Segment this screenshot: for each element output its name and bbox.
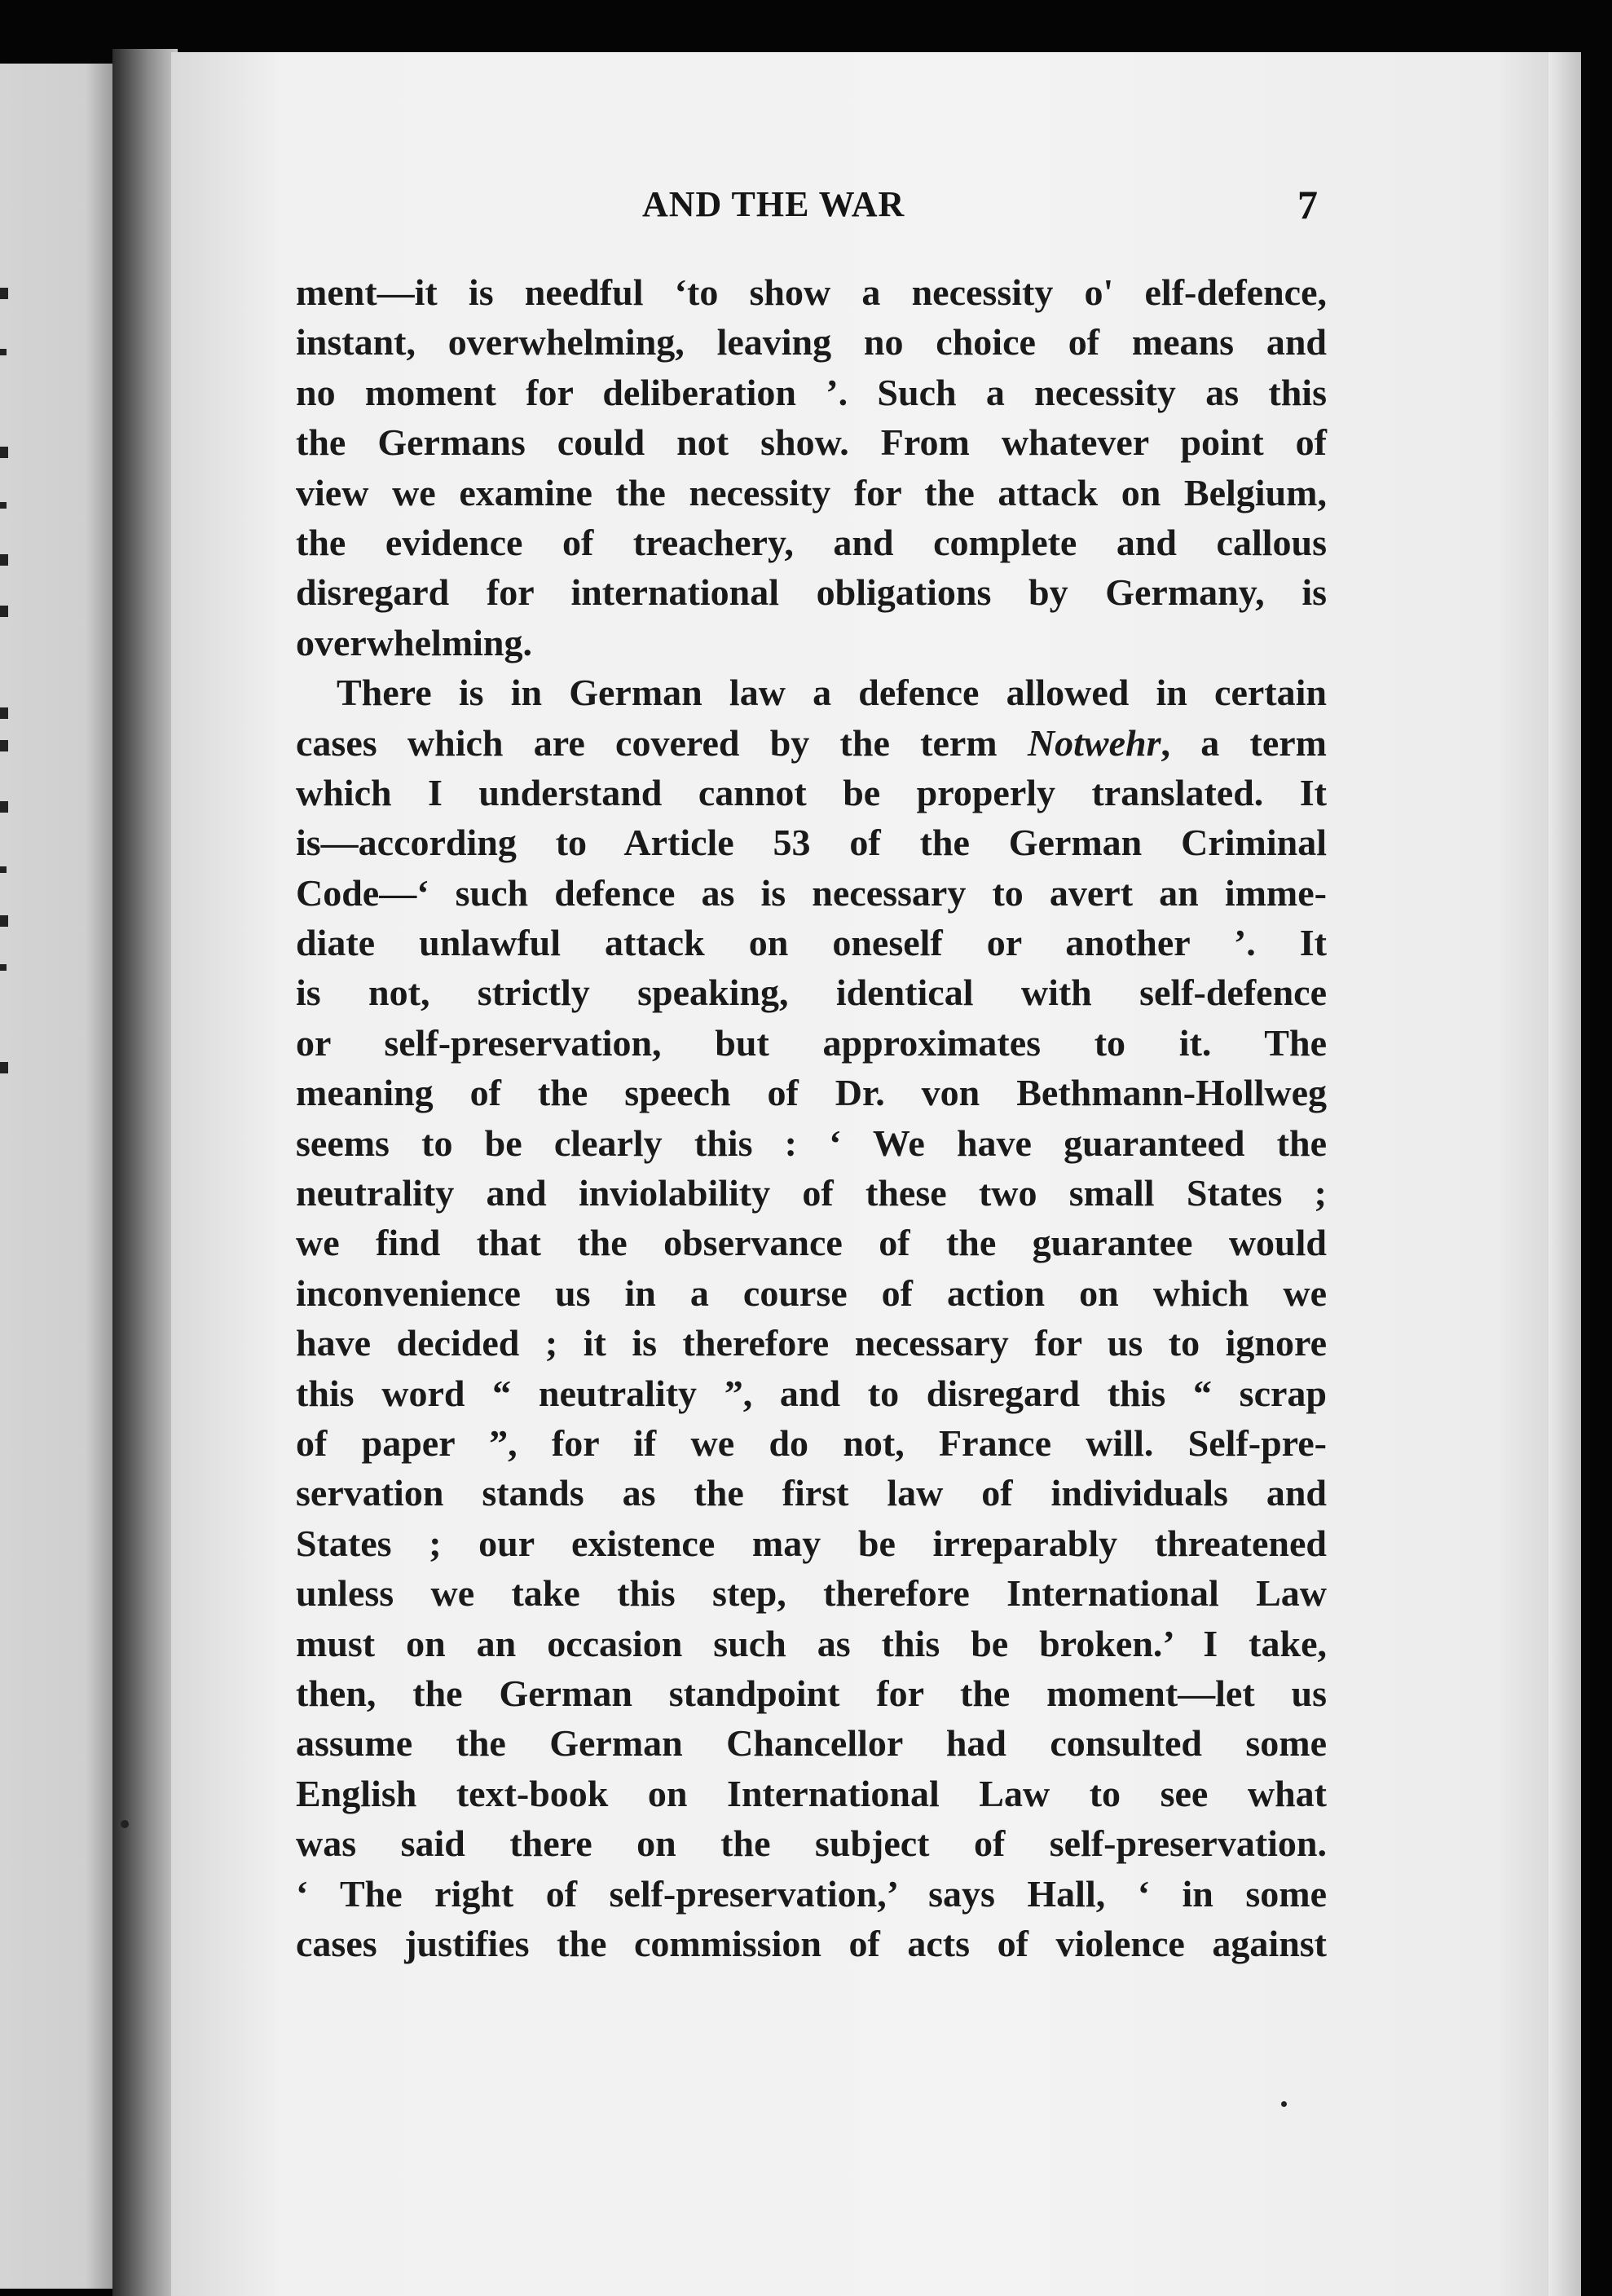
text-line: have decided ; it is therefore necessary for us to ignore: [296, 1322, 1327, 1364]
text-line: then, the German standpoint for the moment—let us: [296, 1672, 1327, 1714]
text-line: this word “ neutrality ”, and to disregard this “ scrap: [296, 1372, 1327, 1414]
text-line: must on an occasion such as this be broken.’ I take,: [296, 1622, 1327, 1664]
text-line: inconvenience us in a course of action on which we: [296, 1271, 1327, 1314]
text-line: meaning of the speech of Dr. von Bethmann-Hollweg: [296, 1072, 1327, 1114]
body-text: [296, 267, 1327, 1968]
text-line: assume the German Chancellor had consulted some: [296, 1722, 1327, 1765]
page-number: 7: [1297, 182, 1318, 227]
italic-term: Notwehr: [1027, 721, 1161, 764]
text-line: diate unlawful attack on oneself or another ’. It: [296, 922, 1327, 964]
text-line: the evidence of treachery, and complete and callous: [296, 521, 1327, 563]
text-segment: cases which are covered by the term: [296, 721, 1028, 764]
text-line-with-italic: [296, 718, 1327, 768]
text-line: ment—it is needful ‘to show a necessity o' elf-defence,: [296, 271, 1327, 313]
text-line: seems to be clearly this : ‘ We have guaranteed the: [296, 1122, 1327, 1164]
text-line: instant, overwhelming, leaving no choice of means and: [296, 321, 1327, 364]
facing-page-edge: [0, 64, 122, 2289]
paragraph-start-line: There is in German law a defence allowed in certain: [337, 672, 1327, 714]
text-line: disregard for international obligations by Germany, is: [296, 571, 1327, 614]
text-line: cases justifies the commission of acts of violence against: [296, 1922, 1327, 1964]
print-speck: [1281, 2101, 1287, 2107]
page-edge-shadow: [1548, 52, 1581, 2296]
text-line: neutrality and inviolability of these two small States ;: [296, 1172, 1327, 1214]
text-line: English text-book on International Law to see what: [296, 1772, 1327, 1814]
text-segment: , a term: [1161, 721, 1327, 764]
print-speck: [121, 1820, 129, 1828]
text-line: is not, strictly speaking, identical with self-defence: [296, 972, 1327, 1014]
text-line: no moment for deliberation ’. Such a necessity as this: [296, 371, 1327, 413]
text-line: was said there on the subject of self-preservation.: [296, 1822, 1327, 1865]
text-line: which I understand cannot be properly translated. It: [296, 771, 1327, 813]
text-line: or self-preservation, but approximates to it. The: [296, 1021, 1327, 1064]
text-line: unless we take this step, therefore International Law: [296, 1572, 1327, 1615]
text-line: States ; our existence may be irreparably threatened: [296, 1522, 1327, 1564]
text-line: Code—‘ such defence as is necessary to avert an imme-: [296, 871, 1327, 914]
text-line: view we examine the necessity for the attack on Belgium,: [296, 471, 1327, 513]
text-line: servation stands as the first law of individuals and: [296, 1472, 1327, 1514]
text-line: overwhelming.: [296, 621, 533, 663]
text-line: is—according to Article 53 of the German Criminal: [296, 822, 1327, 864]
text-line: of paper ”, for if we do not, France will. Self-pre-: [296, 1421, 1327, 1464]
book-gutter: [112, 49, 178, 2296]
text-line: we find that the observance of the guarantee would: [296, 1222, 1327, 1264]
running-head: AND THE WAR: [642, 184, 905, 224]
text-line: ‘ The right of self-preservation,’ says Hall, ‘ in some: [296, 1872, 1327, 1915]
text-line: the Germans could not show. From whatever point of: [296, 421, 1327, 464]
